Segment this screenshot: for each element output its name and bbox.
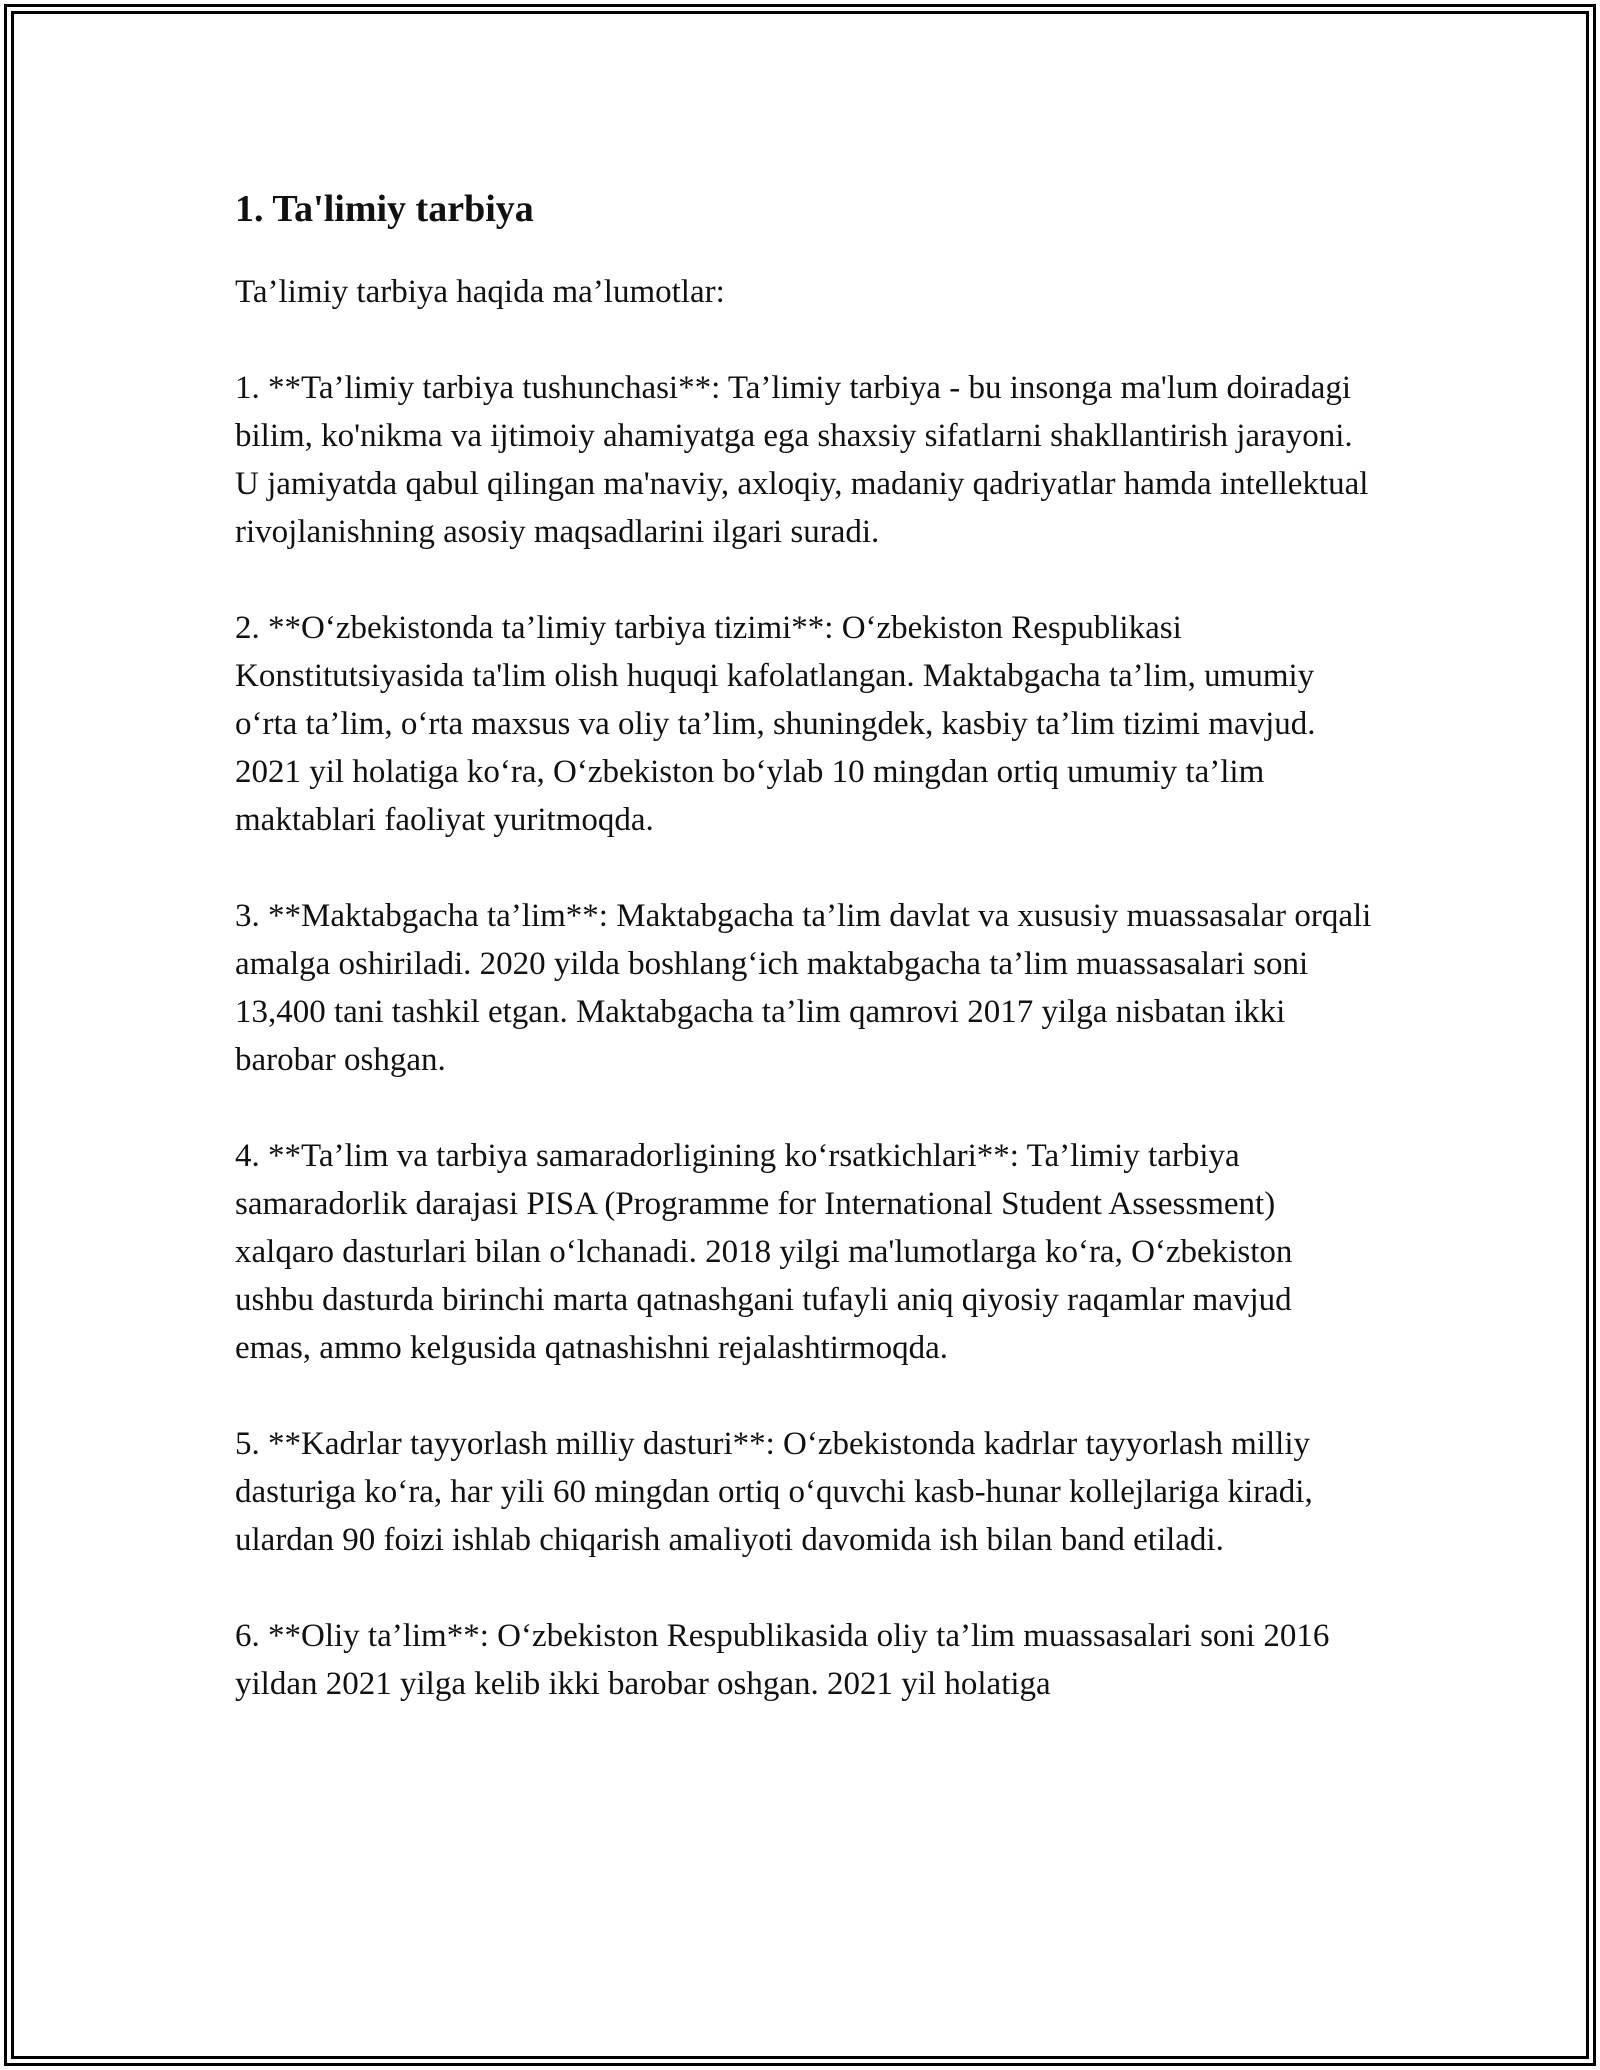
paragraph-4: 4. **Ta’lim va tarbiya samaradorligining ko‘rsatkichlari**: Ta’limiy tarbiya samaradorlik darajasi PISA (Programme for International Student Assessment) xalqaro dasturlari bilan o‘lchanadi. 2018 yilgi ma'lumotlarga ko‘ra, O‘zbekiston ushbu dasturda birinchi marta qatnashgani tufayli aniq qiyosiy raqamlar mavjud emas, ammo kelgusida qatnashishni rejalashtirmoqda. <box>235 1138 1293 1367</box>
paragraph-6: 6. **Oliy ta’lim**: O‘zbekiston Respublikasida oliy ta’lim muassasalari soni 2016 yildan 2021 yilga kelib ikki barobar oshgan. 2021 yil holatiga <box>235 1618 1330 1703</box>
section-heading: 1. Ta'limiy tarbiya <box>235 188 534 230</box>
paragraph-2: 2. **O‘zbekistonda ta’limiy tarbiya tizimi**: O‘zbekiston Respublikasi Konstitutsiyasida ta'lim olish huquqi kafolatlangan. Maktabgacha ta’lim, umumiy o‘rta ta’lim, o‘rta maxsus va oliy ta’lim, shuningdek, kasbiy ta’lim tizimi mavjud. 2021 yil holatiga ko‘ra, O‘zbekiston bo‘ylab 10 mingdan ortiq umumiy ta’lim maktablari faoliyat yuritmoqda. <box>235 610 1316 839</box>
document-body <box>235 185 1375 1756</box>
paragraph-3: 3. **Maktabgacha ta’lim**: Maktabgacha ta’lim davlat va xususiy muassasalar orqali amalga oshiriladi. 2020 yilda boshlang‘ich maktabgacha ta’lim muassasalari soni 13,400 tani tashkil etgan. Maktabgacha ta’lim qamrovi 2017 yilga nisbatan ikki barobar oshgan. <box>235 898 1372 1079</box>
paragraph-5: 5. **Kadrlar tayyorlash milliy dasturi**: O‘zbekistonda kadrlar tayyorlash milliy dasturiga ko‘ra, har yili 60 mingdan ortiq o‘quvchi kasb-hunar kollejlariga kiradi, ulardan 90 foizi ishlab chiqarish amaliyoti davomida ish bilan band etiladi. <box>235 1426 1313 1559</box>
intro-text: Ta’limiy tarbiya haqida ma’lumotlar: <box>235 274 725 311</box>
paragraph-1: 1. **Ta’limiy tarbiya tushunchasi**: Ta’limiy tarbiya - bu insonga ma'lum doiradagi bilim, ko'nikma va ijtimoiy ahamiyatga ega shaxsiy sifatlarni shakllantirish jarayoni. U jamiyatda qabul qilingan ma'naviy, axloqiy, madaniy qadriyatlar hamda intellektual rivojlanishning asosiy maqsadlarini ilgari suradi. <box>235 370 1369 551</box>
